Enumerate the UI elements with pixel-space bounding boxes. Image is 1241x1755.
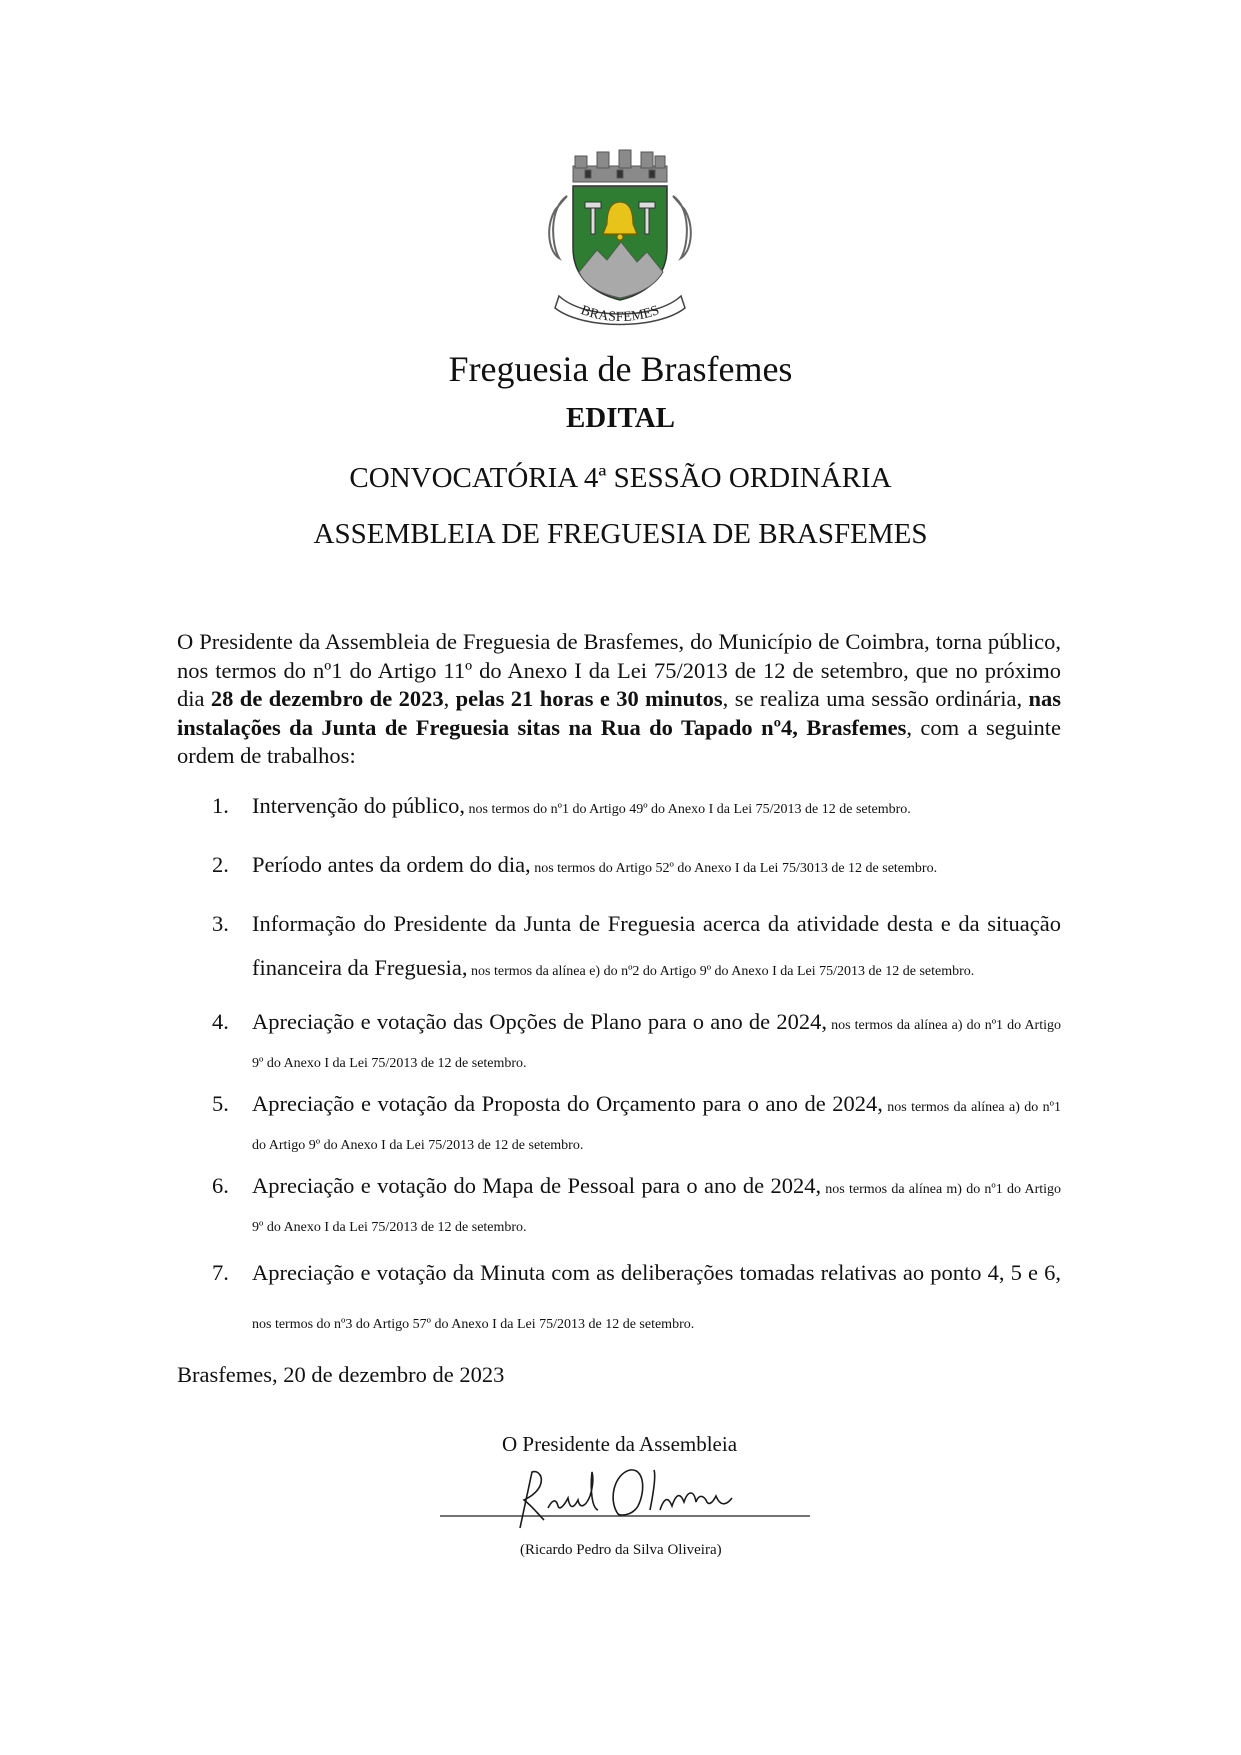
assembleia-title: ASSEMBLEIA DE FREGUESIA DE BRASFEMES xyxy=(313,518,928,550)
agenda-item-text: Apreciação e votação da Minuta com as deliberações tomadas relativas ao ponto 4, 5 e 6, xyxy=(252,1260,1061,1285)
agenda-item-number: 2. xyxy=(212,852,229,877)
agenda-item-number: 5. xyxy=(212,1091,229,1116)
mural-crown xyxy=(573,150,667,182)
agenda-item-text: Informação do Presidente da Junta de Freguesia acerca da atividade desta e da situação financeira da Freguesia, xyxy=(252,911,1061,980)
agenda-item-text: Apreciação e votação da Proposta do Orçamento para o ano de 2024, xyxy=(252,1091,883,1116)
agenda-item xyxy=(177,1005,1061,1081)
intro-text: , se realiza uma sessão ordinária, xyxy=(722,686,1029,712)
agenda-item-reference: nos termos da alínea m) do nº1 do Artigo 9º do Anexo I da Lei 75/2013 de 12 de setembro. xyxy=(252,1182,1062,1235)
agenda-item-reference: nos termos do Artigo 52º do Anexo I da Lei 75/3013 de 12 de setembro. xyxy=(530,861,938,876)
signatory-name: (Ricardo Pedro da Silva Oliveira) xyxy=(520,1542,722,1558)
agenda-item-text: Apreciação e votação do Mapa de Pessoal para o ano de 2024, xyxy=(252,1173,822,1198)
place-date: Brasfemes, 20 de dezembro de 2023 xyxy=(177,1362,505,1387)
meeting-date: 28 de dezembro de 2023 xyxy=(210,686,444,712)
mantling-right xyxy=(673,196,691,258)
coat-of-arms-icon xyxy=(545,148,695,328)
agenda-item-number: 4. xyxy=(212,1009,229,1034)
freguesia-title: Freguesia de Brasfemes xyxy=(448,349,793,389)
scroll-text: BRASFEMES xyxy=(578,303,662,326)
signature-block xyxy=(440,1432,820,1572)
agenda-item-number: 6. xyxy=(212,1173,229,1198)
convocatoria-title: CONVOCATÓRIA 4ª SESSÃO ORDINÁRIA xyxy=(349,462,892,494)
agenda-item xyxy=(177,843,1061,891)
agenda-item-number: 3. xyxy=(212,911,229,936)
agenda-item xyxy=(177,1087,1061,1163)
agenda-item xyxy=(177,784,1061,832)
intro-text: O Presidente da Assembleia de Freguesia de Brasfemes, do Município de Coimbra, torna público, nos termos do nº1 do Artigo 11º do Anexo I da Lei 75/2013 de 12 de setembro, que no próximo dia xyxy=(177,629,1061,712)
agenda-item-number: 7. xyxy=(212,1260,229,1285)
agenda-list xyxy=(177,784,1061,1358)
agenda-item-text: Apreciação e votação das Opções de Plano para o ano de 2024, xyxy=(252,1009,828,1034)
meeting-place: nas instalações da Junta de Freguesia sitas na Rua do Tapado nº4, Brasfemes xyxy=(177,686,1062,740)
agenda-item xyxy=(177,1251,1061,1347)
signature-handwritten-text xyxy=(440,1432,441,1433)
agenda-item-reference: nos termos do nº3 do Artigo 57º do Anexo I da Lei 75/2013 de 12 de setembro. xyxy=(252,1317,695,1332)
signature-title: O Presidente da Assembleia xyxy=(502,1432,738,1456)
agenda-item-reference: nos termos da alínea e) do nº2 do Artigo 9º do Anexo I da Lei 75/2013 de 12 de setembro. xyxy=(467,964,975,979)
handwritten-signature xyxy=(440,1450,820,1540)
agenda-item xyxy=(177,902,1061,994)
agenda-item-reference: nos termos da alínea a) do nº1 do Artigo 9º do Anexo I da Lei 75/2013 de 12 de setembro. xyxy=(252,1100,1061,1153)
agenda-item xyxy=(177,1169,1061,1245)
meeting-time: pelas 21 horas e 30 minutos xyxy=(455,686,723,712)
edital-title: EDITAL xyxy=(565,402,676,434)
agenda-item-text: Intervenção do público, xyxy=(252,793,466,818)
agenda-item-reference: nos termos da alínea a) do nº1 do Artigo 9º do Anexo I da Lei 75/2013 de 12 de setembro. xyxy=(252,1018,1061,1071)
agenda-item-number: 1. xyxy=(212,793,229,818)
mantling-left xyxy=(549,196,567,258)
intro-text: , com a seguinte ordem de trabalhos: xyxy=(177,714,1061,769)
intro-text: , xyxy=(443,686,456,712)
agenda-item-reference: nos termos do nº1 do Artigo 49º do Anexo I da Lei 75/2013 de 12 de setembro. xyxy=(465,802,911,817)
agenda-item-text: Período antes da ordem do dia, xyxy=(252,852,531,877)
intro-paragraph xyxy=(177,628,1061,771)
